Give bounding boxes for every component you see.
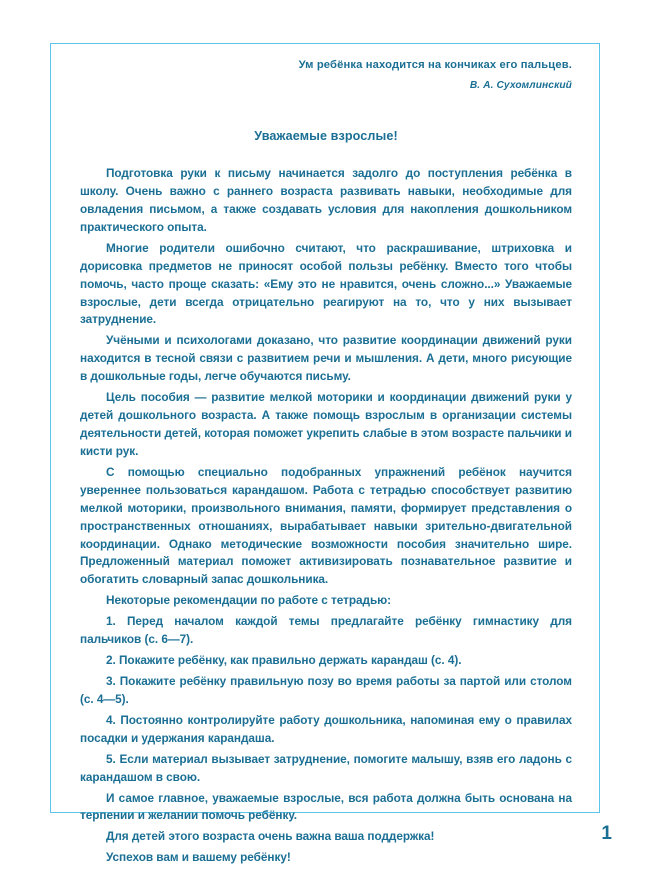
epigraph-author: В. А. Сухомлинский bbox=[469, 80, 572, 92]
recommendation-text: Перед началом каждой темы предлагайте ребёнку гимнастику для пальчиков (с. 6—7). bbox=[80, 614, 572, 647]
recommendation-item bbox=[80, 652, 572, 670]
body-paragraph: Многие родители ошибочно считают, что раскрашивание, штриховка и дорисовка предметов не приносят особой пользы ребёнку. Вместо того чтобы помочь, часто проще сказать: «Ему это не нравится, очень сложно...» Уважаемые взрослые, дети всегда отрицательно реагируют на то, что у них вызывает затруднение. bbox=[80, 240, 572, 327]
recommendation-number: 3. bbox=[106, 674, 116, 688]
page-number: 1 bbox=[601, 823, 612, 844]
closing-paragraph: И самое главное, уважаемые взрослые, вся работа должна быть основана на терпении и желании помочь ребёнку. bbox=[80, 790, 572, 823]
body-paragraph: Цель пособия — развитие мелкой моторики и координации движений руки у детей дошкольного возраста. А также помощь взрослым в организации системы деятельности детей, которая поможет укрепить слабые в этом возрасте пальчики и кисти рук. bbox=[80, 390, 572, 458]
recommendation-item bbox=[80, 613, 572, 649]
body-paragraph: Некоторые рекомендации по работе с тетрадью: bbox=[106, 593, 392, 608]
recommendation-text: Покажите ребёнку, как правильно держать карандаш (с. 4). bbox=[118, 653, 462, 668]
closing-paragraph: Успехов вам и вашему ребёнку! bbox=[106, 850, 291, 865]
recommendation-number: 5. bbox=[106, 751, 116, 766]
recommendation-item bbox=[80, 751, 572, 787]
recommendation-number: 4. bbox=[106, 712, 116, 727]
recommendation-number: 2. bbox=[106, 653, 116, 668]
closing-paragraph: Для детей этого возраста очень важна ваша поддержка! bbox=[106, 829, 435, 844]
recommendation-text: Покажите ребёнку правильную позу во время работы за партой или столом (с. 4—5). bbox=[80, 674, 572, 706]
recommendation-item bbox=[80, 673, 572, 709]
recommendation-text: Постоянно контролируйте работу дошкольника, напоминая ему о правилах посадки и удержания карандаша. bbox=[80, 712, 572, 745]
body-paragraph: Учёными и психологами доказано, что развитие координации движений руки находится в тесной связи с развитием речи и мышления. А дети, много рисующие в дошкольные годы, легче обучаются письму. bbox=[80, 333, 572, 384]
recommendation-number: 1. bbox=[106, 614, 116, 629]
page-content bbox=[80, 58, 572, 867]
epigraph-quote: Ум ребёнка находится на кончиках его пальцев. bbox=[298, 59, 572, 71]
recommendation-item bbox=[80, 712, 572, 748]
recommendation-text: Если материал вызывает затруднение, помогите малышу, взяв его ладонь с карандашом в свою. bbox=[80, 751, 572, 784]
page-title: Уважаемые взрослые! bbox=[254, 129, 398, 144]
body-paragraph: С помощью специально подобранных упражнений ребёнок научится увереннее пользоваться карандашом. Работа с тетрадью способствует развитию мелкой моторики, произвольного внимания, памяти, формирует представления о пространственных отношаниях, вырабатывает навыки зрительно-двигательной координации. Однако методические возможности пособия значительно шире. Предложенный материал поможет активизировать познавательное развитие и обогатить словарный запас дошкольника. bbox=[80, 464, 572, 587]
body-paragraph: Подготовка руки к письму начинается задолго до поступления ребёнка в школу. Очень важно с раннего возраста развивать навыки, необходимые для овладения письмом, а также создавать условия для накопления дошкольником практического опыта. bbox=[80, 166, 572, 234]
